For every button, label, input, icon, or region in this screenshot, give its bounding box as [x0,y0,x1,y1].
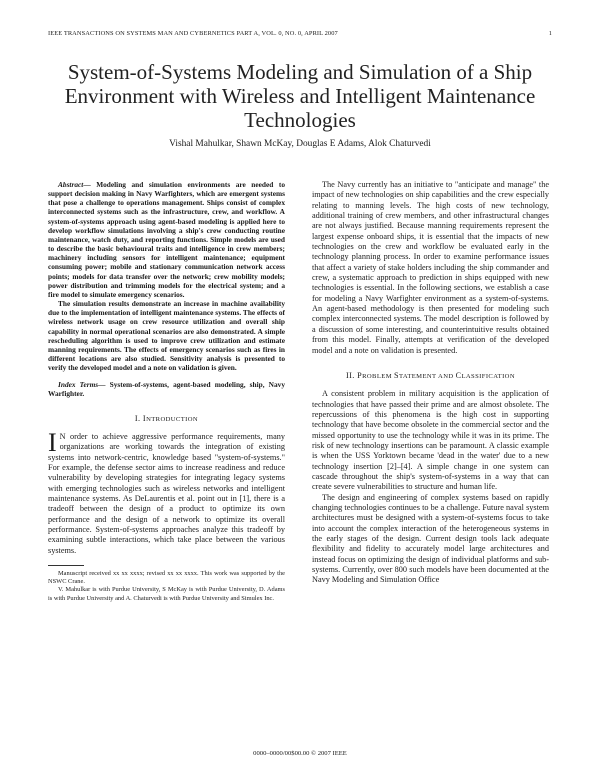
introduction-text: N order to achieve aggressive performance requirements, many organizations are working towards the integration of existing systems into network-centric, knowledge based "system-of-systems." For example, the defense sector aims to increase readiness and reduce vulnerability by developing strategies for integrating legacy systems with emerging technologies such as wireless networks and intelligent maintenance systems. As DeLaurentis et al. point out in [1], there is a tradeoff between the design of a product to optimize its own performance and the design of a network to optimize its overall performance. System-of-systems approaches analyze this tradeoff by examining subtle interactions, which take place between the various systems. [48,431,285,555]
index-terms [48,380,285,398]
section-title-rest: NTRODUCTION [146,415,199,423]
index-terms-text: — System-of-systems, agent-based modeling, ship, Navy Warfighter. [48,380,286,399]
section-title-part: TATEMENT AND [399,372,456,380]
body-paragraph-navy: The Navy currently has an initiative to "anticipate and manage" the impact of new technologies on ship capabilities and the crew especially relating to manning levels. The high costs of new technology, additional training of crew members, and other infrastructural changes are not always justified. Because manning requirements represent the largest expense onboard ships, it is essential that the impacts of new technologies on the crew and workflow be evaluated early in the technology planning process. In order to examine performance issues that affect a variety of stake holders including the ship commander and crew, a systematic approach to prediction in ships equipped with new technologies is essential. In the following sections, we establish a case for modeling a Navy Warfighter environment as a system-of-systems. An agent-based methodology is then presented for modeling such complex interconnected systems. The model description is followed by a discussion of some interesting, and counterintuitive results obtained from this model. Finally, attempts at verification of the developed model and a note on validation is presented. [312,180,549,355]
section-heading-problem-statement [312,371,549,382]
section-title-initial: P [357,370,363,380]
abstract-text-1: — Modeling and simulation environments are needed to support decision making in Navy Warfighters, which are emergent systems that pose a challenge to operations management. Ships consist of complex interconnected systems such as the infrastructure, crew, and workflow. A system-of-systems approach using agent-based modeling is applied here to develop workflow simulations involving a ship's crew conducting routine maintenance, watch duty, and reporting functions. Simple models are used to describe the basic behavioural traits and intelligence in crew members; machinery including sensors for intelligent maintenance; equipment consuming power; mobile and stationary communication network access points; models for data transfer over the network; crew mobility models; power distribution and trimming models for the electrical system; and a fire model to simulate emergency scenarios. [48,180,285,299]
left-column [48,180,285,603]
index-terms-lead: Index Terms [58,380,99,390]
body-paragraph-acquisition: A consistent problem in military acquisition is the application of technologies that have passed their prime and are almost obsolete. The repercussions of this phenomena is the high cost in supporting technology that have become obsolete in the commercial sector and the missed opportunity to use the technology while it was in its prime. The risk of new technology insertions can be paramount. A classic example is when the USS Yorktown became 'dead in the water' due to a new technology insertion [2]–[4]. A simple change in one system can cascade throughout the ship's system-of-systems in a way that can create severe vulnerabilities to structure and human life. [312,389,549,492]
running-head [48,30,552,37]
section-heading-introduction [48,414,285,425]
section-title-initial: C [455,370,462,380]
section-title-part: ROBLEM [362,372,395,380]
drop-cap: I [48,427,57,457]
section-title-part: LASSIFICATION [461,372,516,380]
section-title-initial: I [142,413,147,423]
paper-title: System-of-Systems Modeling and Simulation of a Ship Environment with Wireless and Intelligent Maintenance Technologies [64,60,536,132]
body-paragraph-design: The design and engineering of complex systems based on rapidly changing technologies continues to be a challenge. Future naval system architectures must be designed with a system-of-systems focus to take into account the complex interaction of the heterogeneous systems in the early stages of the design. Current design tools lack adequate flexibility and fidelity to accurately model large architectures and instead focus on optimizing the design of individual platforms and sub-systems. Currently, over 800 such models have been documented at the Navy Modeling and Simulation Office [312,492,549,585]
right-column [312,180,549,586]
abstract-lead: Abstract [58,180,84,189]
footnote-rule [48,565,84,566]
abstract [48,180,285,372]
section-numeral: I. [134,413,141,423]
journal-header: IEEE TRANSACTIONS ON SYSTEMS MAN AND CYBERNETICS PART A, VOL. 0, NO. 0, APRIL 2007 [48,30,338,37]
footnote-manuscript: Manuscript received xx xx xxxx; revised xx xx xxxx. This work was supported by the NSWC Crane. [48,570,285,586]
introduction-paragraph [48,427,285,556]
footnote-affiliations: V. Mahulkar is with Purdue University, S McKay is with Purdue University, D. Adams is with Purdue University and A. Chaturvedi is with Purdue University and Simulex Inc. [48,586,285,602]
abstract-paragraph-2: The simulation results demonstrate an increase in machine availability due to the implementation of intelligent maintenance systems. The effects of wireless network usage on crew resource utilization and overall ship capability in normal operational scenarios are also demonstrated. A simple rescheduling algorithm is used to improve crew utilization and estimate manning requirements. The effects of emergency scenarios such as fires in different locations are also studied. Sensitivity analysis is presented to verify the developed model and a note on validation is given. [48,299,285,373]
section-title-initial: S [394,370,399,380]
copyright-line: 0000–0000/00$00.00 © 2007 IEEE [253,750,347,757]
author-list: Vishal Mahulkar, Shawn McKay, Douglas E Adams, Alok Chaturvedi [169,139,431,149]
footnotes [48,570,285,603]
section-numeral: II. [345,370,355,380]
abstract-paragraph-1 [48,180,285,299]
page-number: 1 [548,30,552,37]
